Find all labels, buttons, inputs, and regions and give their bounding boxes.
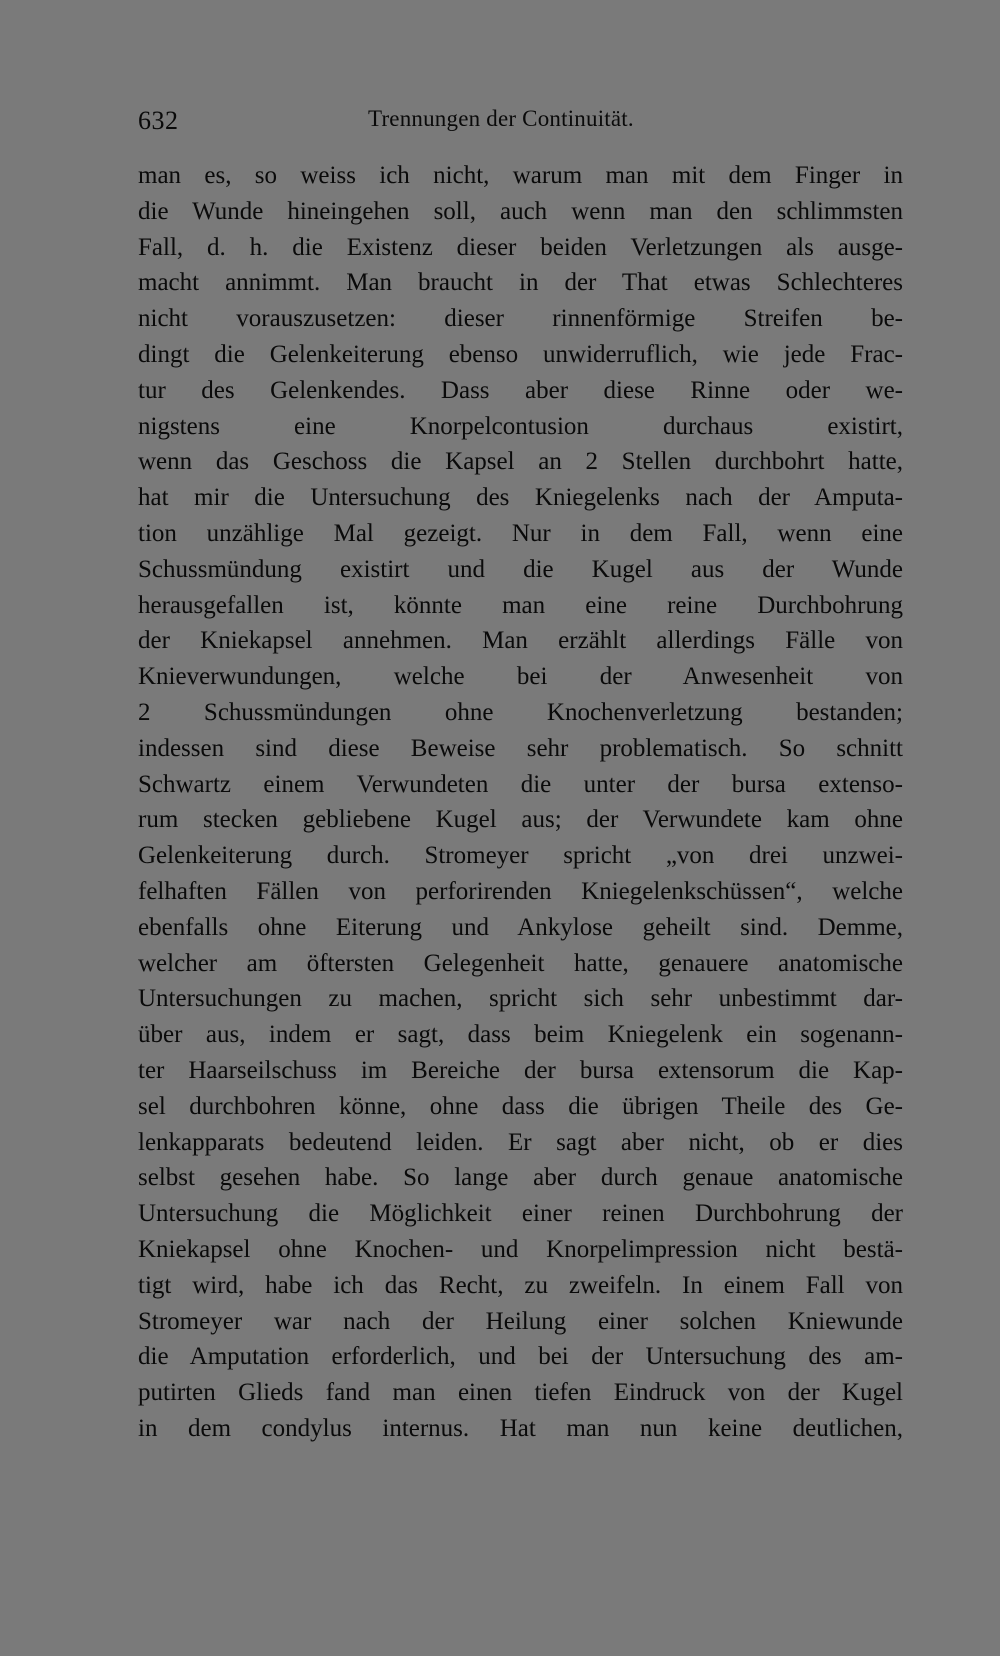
text-line: hat mir die Untersuchung des Kniegelenks nach der Amputa- [138, 484, 903, 512]
text-line: rum stecken gebliebene Kugel aus; der Verwundete kam ohne [138, 806, 903, 834]
text-line: Schwartz einem Verwundeten die unter der bursa extenso- [138, 770, 903, 798]
text-line: dingt die Gelenkeiterung ebenso unwiderruflich, wie jede Frac- [138, 340, 903, 368]
text-line: lenkapparats bedeutend leiden. Er sagt aber nicht, ob er dies [138, 1128, 903, 1156]
text-line: Kniekapsel ohne Knochen- und Knorpelimpression nicht bestä- [138, 1235, 903, 1263]
text-line: sel durchbohren könne, ohne dass die übrigen Theile des Ge- [138, 1092, 903, 1120]
text-line: tur des Gelenkendes. Dass aber diese Rinne oder we- [138, 376, 903, 404]
text-line: Fall, d. h. die Existenz dieser beiden Verletzungen als ausge- [138, 233, 903, 261]
text-line: ter Haarseilschuss im Bereiche der bursa extensorum die Kap- [138, 1056, 903, 1084]
page-number: 632 [138, 106, 179, 135]
text-line: der Kniekapsel annehmen. Man erzählt allerdings Fälle von [138, 627, 903, 655]
text-line: die Wunde hineingehen soll, auch wenn man den schlimmsten [138, 197, 903, 225]
text-line: putirten Glieds fand man einen tiefen Eindruck von der Kugel [138, 1379, 903, 1407]
text-line: welcher am öftersten Gelegenheit hatte, genauere anatomische [138, 949, 903, 977]
running-title: Trennungen der Continuität. [368, 106, 634, 131]
text-line: man es, so weiss ich nicht, warum man mit dem Finger in [138, 162, 903, 189]
text-line: Untersuchungen zu machen, spricht sich sehr unbestimmt dar- [138, 985, 903, 1013]
text-line: felhaften Fällen von perforirenden Kniegelenkschüssen“, welche [138, 877, 903, 905]
text-line: 2 Schussmündungen ohne Knochenverletzung bestanden; [138, 698, 903, 726]
text-line: selbst gesehen habe. So lange aber durch genaue anatomische [138, 1164, 903, 1192]
text-line: nigstens eine Knorpelcontusion durchaus existirt, [138, 412, 903, 440]
text-line: herausgefallen ist, könnte man eine reine Durchbohrung [138, 591, 903, 619]
text-line: nicht vorauszusetzen: dieser rinnenförmige Streifen be- [138, 305, 903, 333]
text-line: indessen sind diese Beweise sehr problematisch. So schnitt [138, 734, 903, 762]
text-line: in dem condylus internus. Hat man nun keine deutlichen, [138, 1414, 903, 1442]
text-line: macht annimmt. Man braucht in der That etwas Schlechteres [138, 269, 903, 297]
text-line: ebenfalls ohne Eiterung und Ankylose geheilt sind. Demme, [138, 913, 903, 941]
text-line: Knieverwundungen, welche bei der Anwesenheit von [138, 663, 903, 691]
text-line: tion unzählige Mal gezeigt. Nur in dem Fall, wenn eine [138, 519, 903, 547]
text-line: tigt wird, habe ich das Recht, zu zweifeln. In einem Fall von [138, 1271, 903, 1299]
text-line: Gelenkeiterung durch. Stromeyer spricht „von drei unzwei- [138, 842, 903, 870]
text-line: Untersuchung die Möglichkeit einer reinen Durchbohrung der [138, 1200, 903, 1228]
page-header [138, 106, 903, 140]
text-line: Schussmündung existirt und die Kugel aus der Wunde [138, 555, 903, 583]
text-line: über aus, indem er sagt, dass beim Kniegelenk ein sogenann- [138, 1021, 903, 1049]
text-line: wenn das Geschoss die Kapsel an 2 Stellen durchbohrt hatte, [138, 448, 903, 476]
body-text [138, 158, 903, 1447]
text-line: Stromeyer war nach der Heilung einer solchen Kniewunde [138, 1307, 903, 1335]
text-line: die Amputation erforderlich, und bei der Untersuchung des am- [138, 1343, 903, 1371]
